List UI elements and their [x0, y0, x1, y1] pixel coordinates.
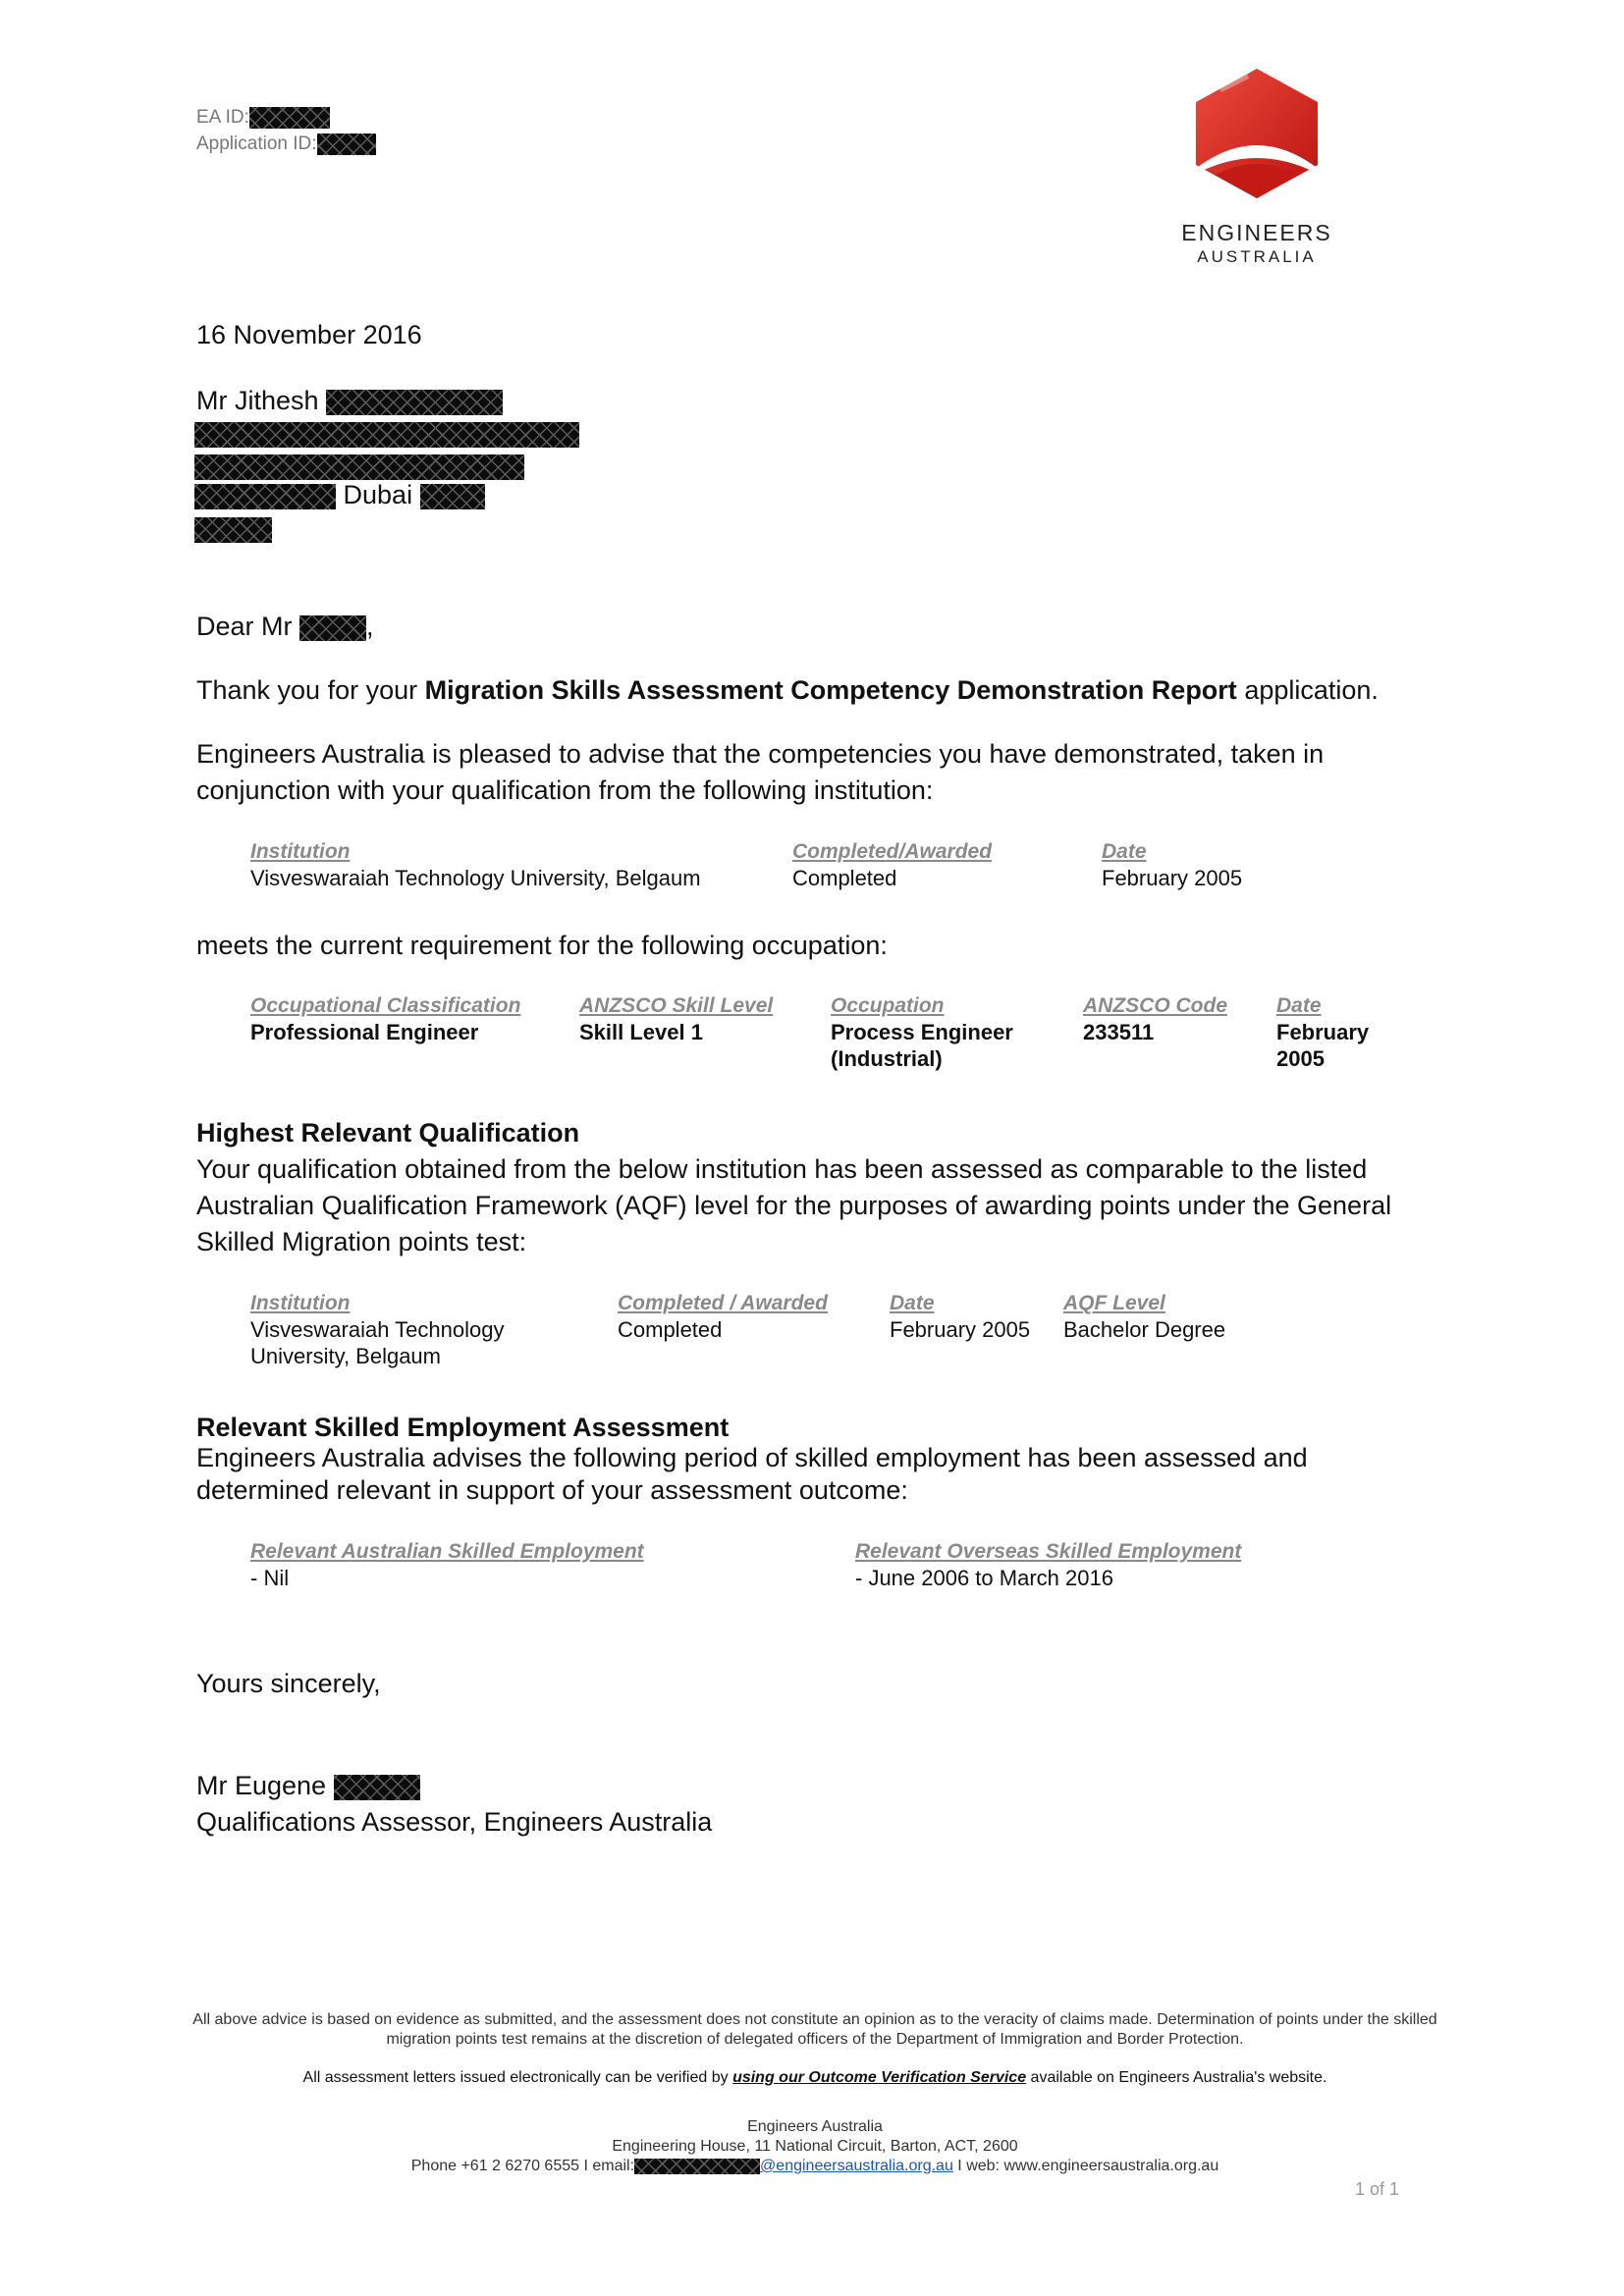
skill-level-value: Skill Level 1 — [579, 1020, 703, 1044]
salutation — [196, 609, 374, 645]
qualification-heading: Highest Relevant Qualification — [196, 1118, 580, 1148]
qual-date-header: Date — [890, 1292, 935, 1314]
institution-header: Institution — [250, 840, 351, 863]
footer-contact — [191, 2157, 1438, 2176]
occupation-header: Occupation — [831, 994, 945, 1017]
footer-email-link[interactable]: @engineersaustralia.org.au — [760, 2158, 953, 2174]
redacted-salutation-name — [299, 615, 366, 641]
verify-suffix: available on Engineers Australia's website. — [1026, 2069, 1327, 2086]
qual-institution-header: Institution — [250, 1292, 351, 1314]
anzsco-skill-level-header: ANZSCO Skill Level — [579, 994, 774, 1017]
occupation-value: Process Engineer (Industrial) — [831, 1020, 1013, 1071]
signer-name: Mr Eugene — [196, 1771, 327, 1800]
page-number: 1 of 1 — [1355, 2179, 1400, 2199]
occupation-date-value: February 2005 — [1276, 1020, 1370, 1071]
recipient-city: Dubai — [343, 480, 413, 509]
completed-awarded-header: Completed/Awarded — [792, 840, 993, 863]
qual-institution-value: Visveswaraiah Technology University, Belgaum — [250, 1317, 505, 1368]
footer-disclaimer: All above advice is based on evidence as submitted, and the assessment does not constitute an opinion as to the veracity of claims made. Determination of points under the skilled migration points test remains at the discretion of delegated officers of the Department of Immigration and Border Protection. — [192, 2011, 1437, 2048]
redacted-block — [194, 422, 579, 448]
footer-verification — [191, 2068, 1438, 2088]
occupational-classification-value: Professional Engineer — [250, 1020, 479, 1044]
redacted-address-line-4 — [194, 517, 272, 543]
qualification-text: Your qualification obtained from the below institution has been assessed as comparable to the listed Australian Qualification Framework (AQF) level for the purposes of awarding points under the General Skilled Migration points test: — [196, 1154, 1392, 1256]
signer-title: Qualifications Assessor, Engineers Australia — [196, 1807, 713, 1837]
application-id — [196, 131, 376, 157]
redacted-signer-surname — [334, 1775, 420, 1800]
logo-text-engineers: ENGINEERS — [1181, 220, 1332, 245]
australian-employment-header: Relevant Australian Skilled Employment — [250, 1540, 644, 1563]
footer-web: I web: www.engineersaustralia.org.au — [952, 2158, 1219, 2174]
redacted-ea-id — [249, 107, 330, 129]
recipient-name-line — [196, 383, 503, 419]
footer-phone: Phone +61 2 6270 6555 I email: — [410, 2158, 635, 2174]
redacted-address-line-1 — [194, 422, 579, 448]
signer-line — [196, 1768, 420, 1804]
engineers-australia-logo — [1159, 65, 1355, 271]
qual-completed-header: Completed / Awarded — [618, 1292, 828, 1314]
date-value: February 2005 — [1102, 866, 1243, 890]
hexagon-logo-icon — [1159, 65, 1355, 202]
anzsco-code-value: 233511 — [1083, 1020, 1155, 1044]
outcome-verification-link[interactable]: using our Outcome Verification Service — [732, 2069, 1027, 2086]
institution-value: Visveswaraiah Technology University, Belgaum — [250, 866, 701, 890]
redacted-block — [194, 484, 336, 509]
employment-heading: Relevant Skilled Employment Assessment — [196, 1413, 730, 1442]
occupational-classification-header: Occupational Classification — [250, 994, 521, 1017]
redacted-application-id — [317, 133, 376, 155]
valediction: Yours sincerely, — [196, 1669, 381, 1698]
redacted-block — [194, 517, 272, 543]
australian-employment-value: - Nil — [250, 1566, 290, 1590]
ea-id — [196, 104, 330, 131]
occupation-paragraph: meets the current requirement for the following occupation: — [196, 931, 888, 960]
intro-suffix: application. — [1236, 675, 1379, 705]
anzsco-code-header: ANZSCO Code — [1083, 994, 1227, 1017]
logo-text-australia: AUSTRALIA — [1197, 247, 1317, 266]
footer-org-name: Engineers Australia — [747, 2118, 883, 2135]
overseas-employment-value: - June 2006 to March 2016 — [855, 1566, 1113, 1590]
redacted-email-user — [634, 2159, 760, 2174]
salutation-text: Dear Mr — [196, 612, 293, 641]
recipient-city-line — [194, 477, 485, 513]
footer-address: Engineering House, 11 National Circuit, Barton, ACT, 2600 — [612, 2138, 1018, 2155]
intro-application-type: Migration Skills Assessment Competency Demonstration Report — [424, 675, 1237, 705]
verify-prefix: All assessment letters issued electronically can be verified by — [302, 2069, 733, 2086]
aqf-level-header: AQF Level — [1063, 1292, 1165, 1314]
date-header: Date — [1102, 840, 1147, 863]
intro-prefix: Thank you for your — [196, 675, 425, 705]
occupation-date-header: Date — [1276, 994, 1322, 1017]
competency-paragraph: Engineers Australia is pleased to advise that the competencies you have demonstrated, taken in conjunction with your qualification from the following institution: — [196, 739, 1325, 805]
intro-paragraph — [196, 672, 1473, 709]
application-id-label: Application ID: — [196, 133, 317, 154]
recipient-name: Mr Jithesh — [196, 386, 319, 415]
redacted-block — [420, 484, 485, 509]
employment-text: Engineers Australia advises the following period of skilled employment has been assessed and determined relevant in support of your assessment outcome: — [196, 1443, 1308, 1505]
completed-value: Completed — [792, 866, 897, 890]
letter-date: 16 November 2016 — [196, 320, 422, 349]
redacted-surname — [326, 390, 503, 415]
ea-id-label: EA ID: — [196, 107, 249, 128]
overseas-employment-header: Relevant Overseas Skilled Employment — [855, 1540, 1242, 1563]
qual-completed-value: Completed — [618, 1317, 723, 1342]
salutation-comma: , — [366, 612, 374, 641]
aqf-level-value: Bachelor Degree — [1063, 1317, 1226, 1342]
qual-date-value: February 2005 — [890, 1317, 1031, 1342]
